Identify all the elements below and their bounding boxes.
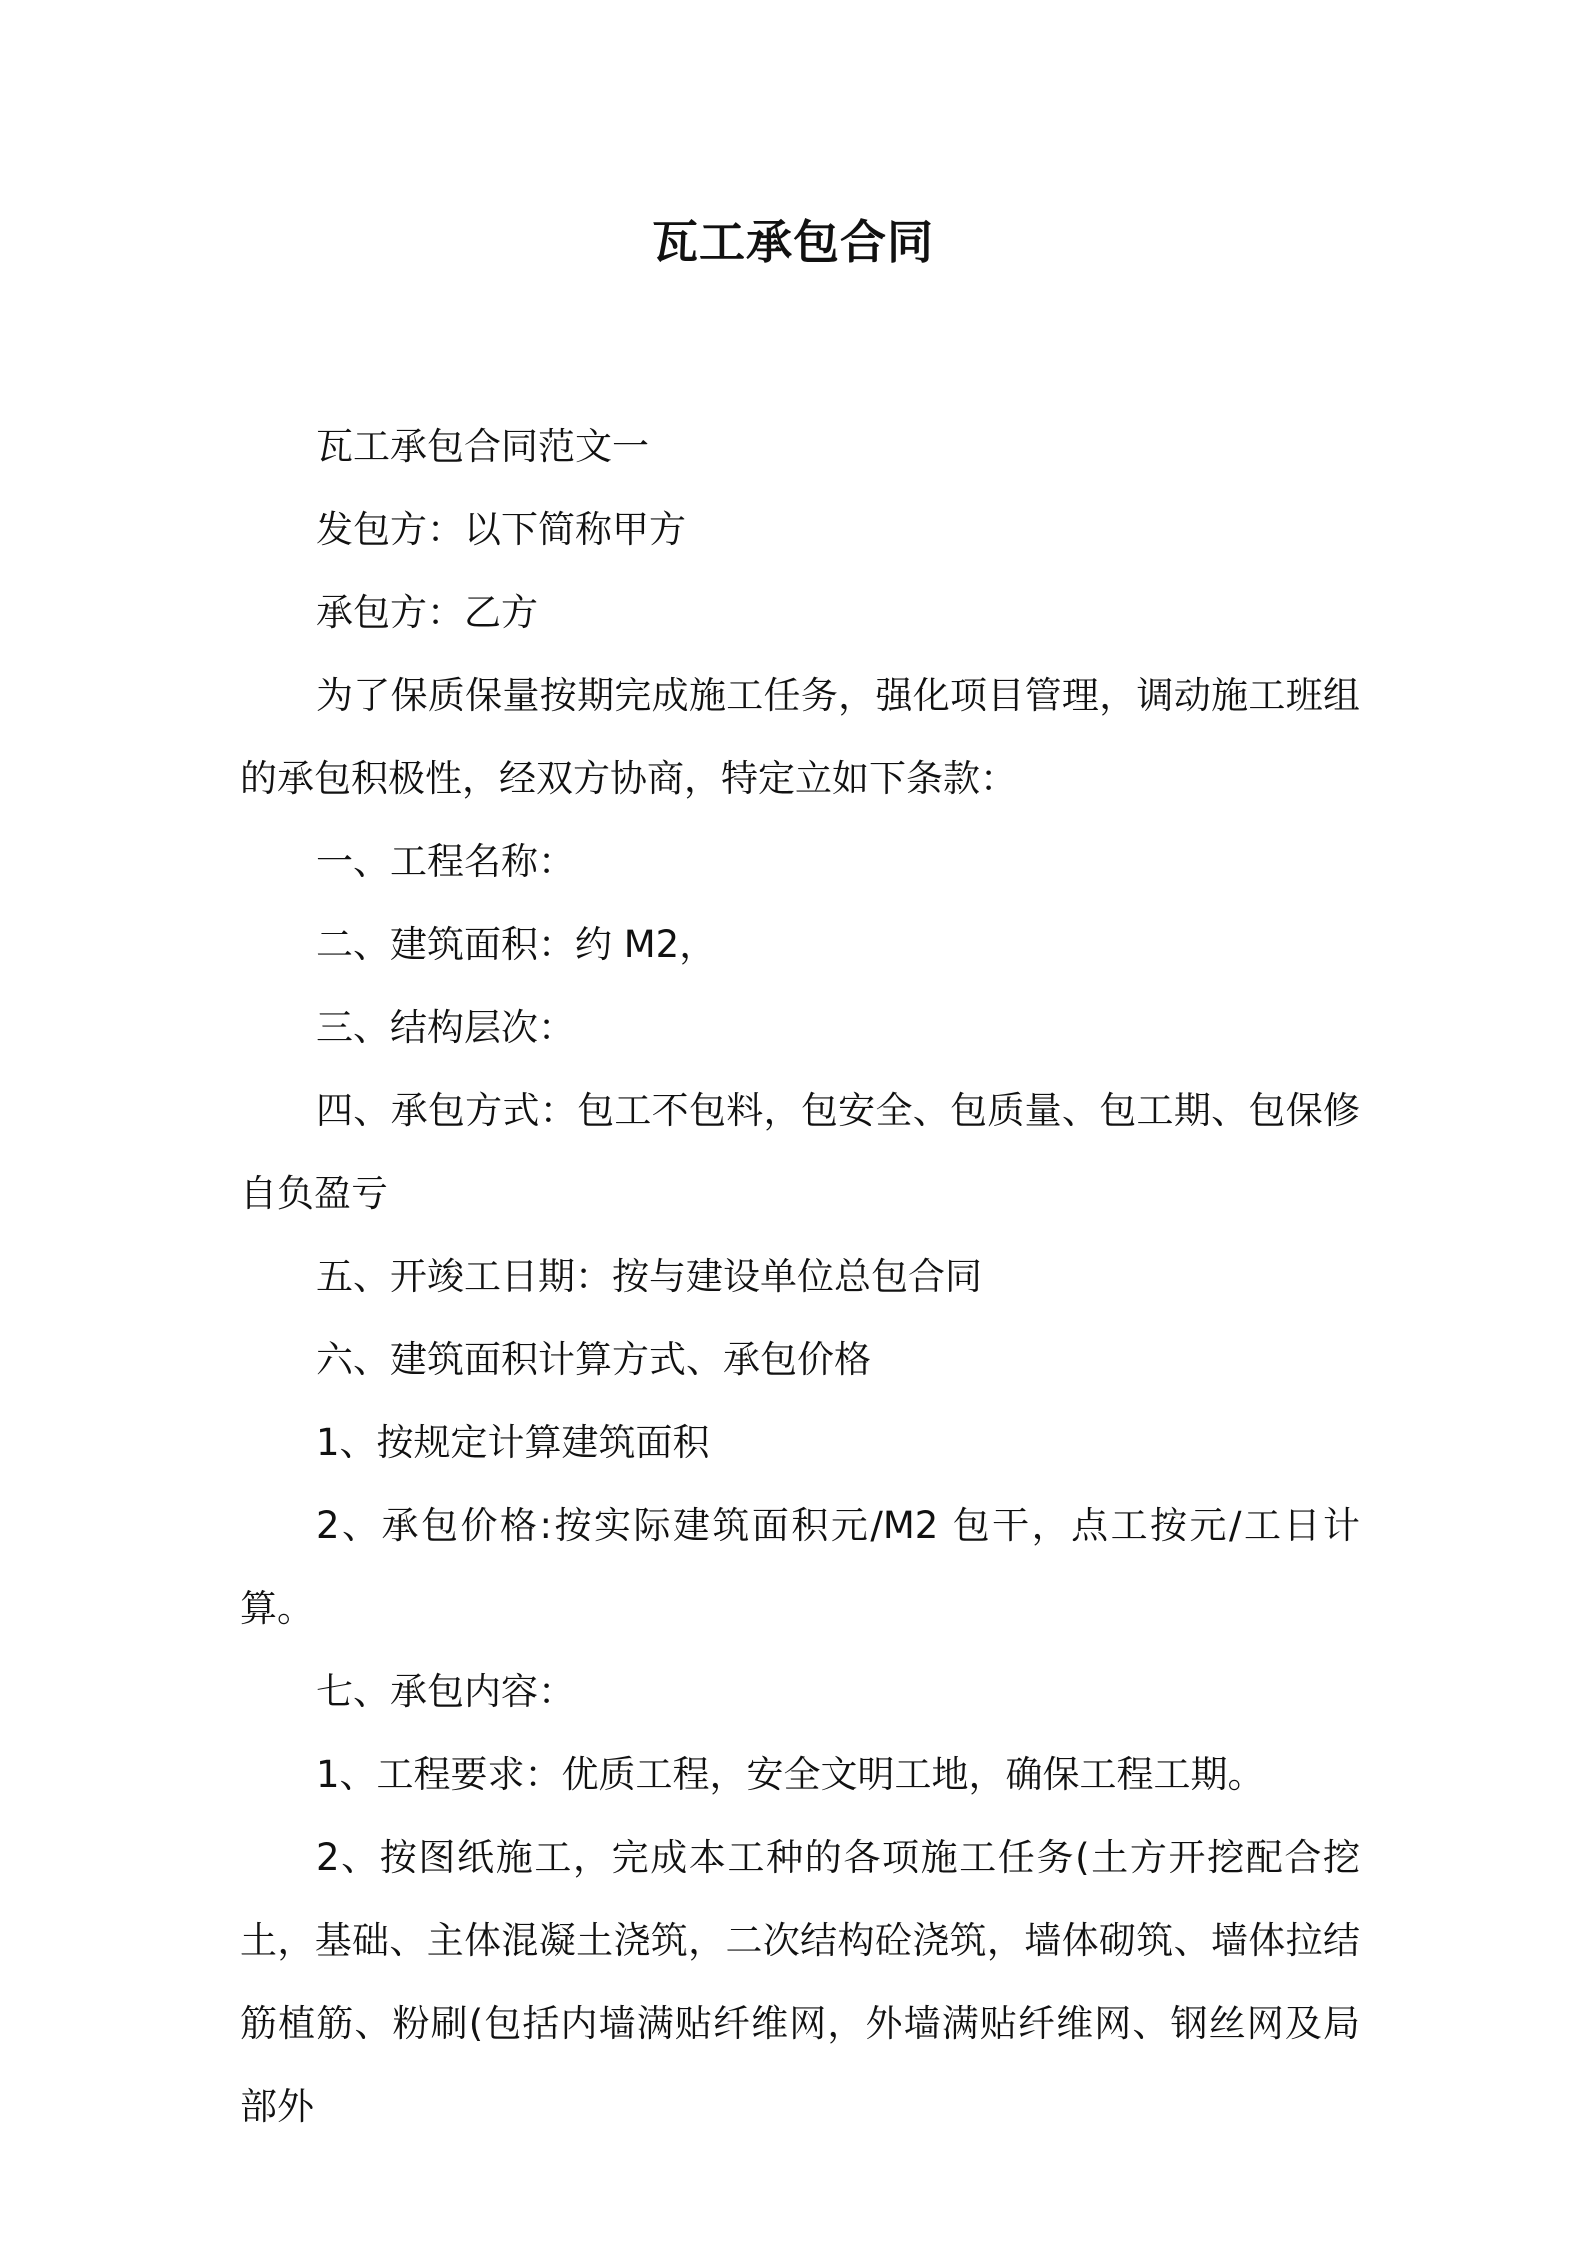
paragraph-clause-5: 五、开竣工日期：按与建设单位总包合同 <box>316 1255 982 1298</box>
paragraph-clause-1: 一、工程名称： <box>316 840 575 883</box>
paragraph-clause-6: 六、建筑面积计算方式、承包价格 <box>316 1338 871 1381</box>
paragraph-clause-7-item-1: 1、工程要求：优质工程，安全文明工地，确保工程工期。 <box>316 1753 1265 1796</box>
document-title: 瓦工承包合同 <box>652 215 934 269</box>
paragraph-heading-sample: 瓦工承包合同范文一 <box>316 425 649 468</box>
paragraph-clause-2: 二、建筑面积：约 M2， <box>316 923 717 966</box>
paragraph-clause-3: 三、结构层次： <box>316 1006 575 1049</box>
paragraph-clause-7: 七、承包内容： <box>316 1670 575 1713</box>
paragraph-preamble: 为了保质保量按期完成施工任务，强化项目管理，调动施工班组的承包积极性，经双方协商，特定立如下条款： <box>240 674 1360 800</box>
paragraph-clause-6-item-1: 1、按规定计算建筑面积 <box>316 1421 710 1464</box>
paragraph-clause-6-item-2: 2、承包价格:按实际建筑面积元/M2 包干，点工按元/工日计算。 <box>240 1504 1360 1630</box>
paragraph-party-b: 承包方：乙方 <box>316 591 538 634</box>
paragraph-clause-7-item-2: 2、按图纸施工，完成本工种的各项施工任务(土方开挖配合挖土，基础、主体混凝土浇筑，二次结构砼浇筑，墙体砌筑、墙体拉结筋植筋、粉刷(包括内墙满贴纤维网，外墙满贴纤维网、钢丝网及局部外 <box>240 1836 1360 2128</box>
document-body <box>240 405 1360 2148</box>
paragraph-clause-4: 四、承包方式：包工不包料，包安全、包质量、包工期、包保修自负盈亏 <box>240 1089 1360 1215</box>
paragraph-party-a: 发包方：以下简称甲方 <box>316 508 686 551</box>
